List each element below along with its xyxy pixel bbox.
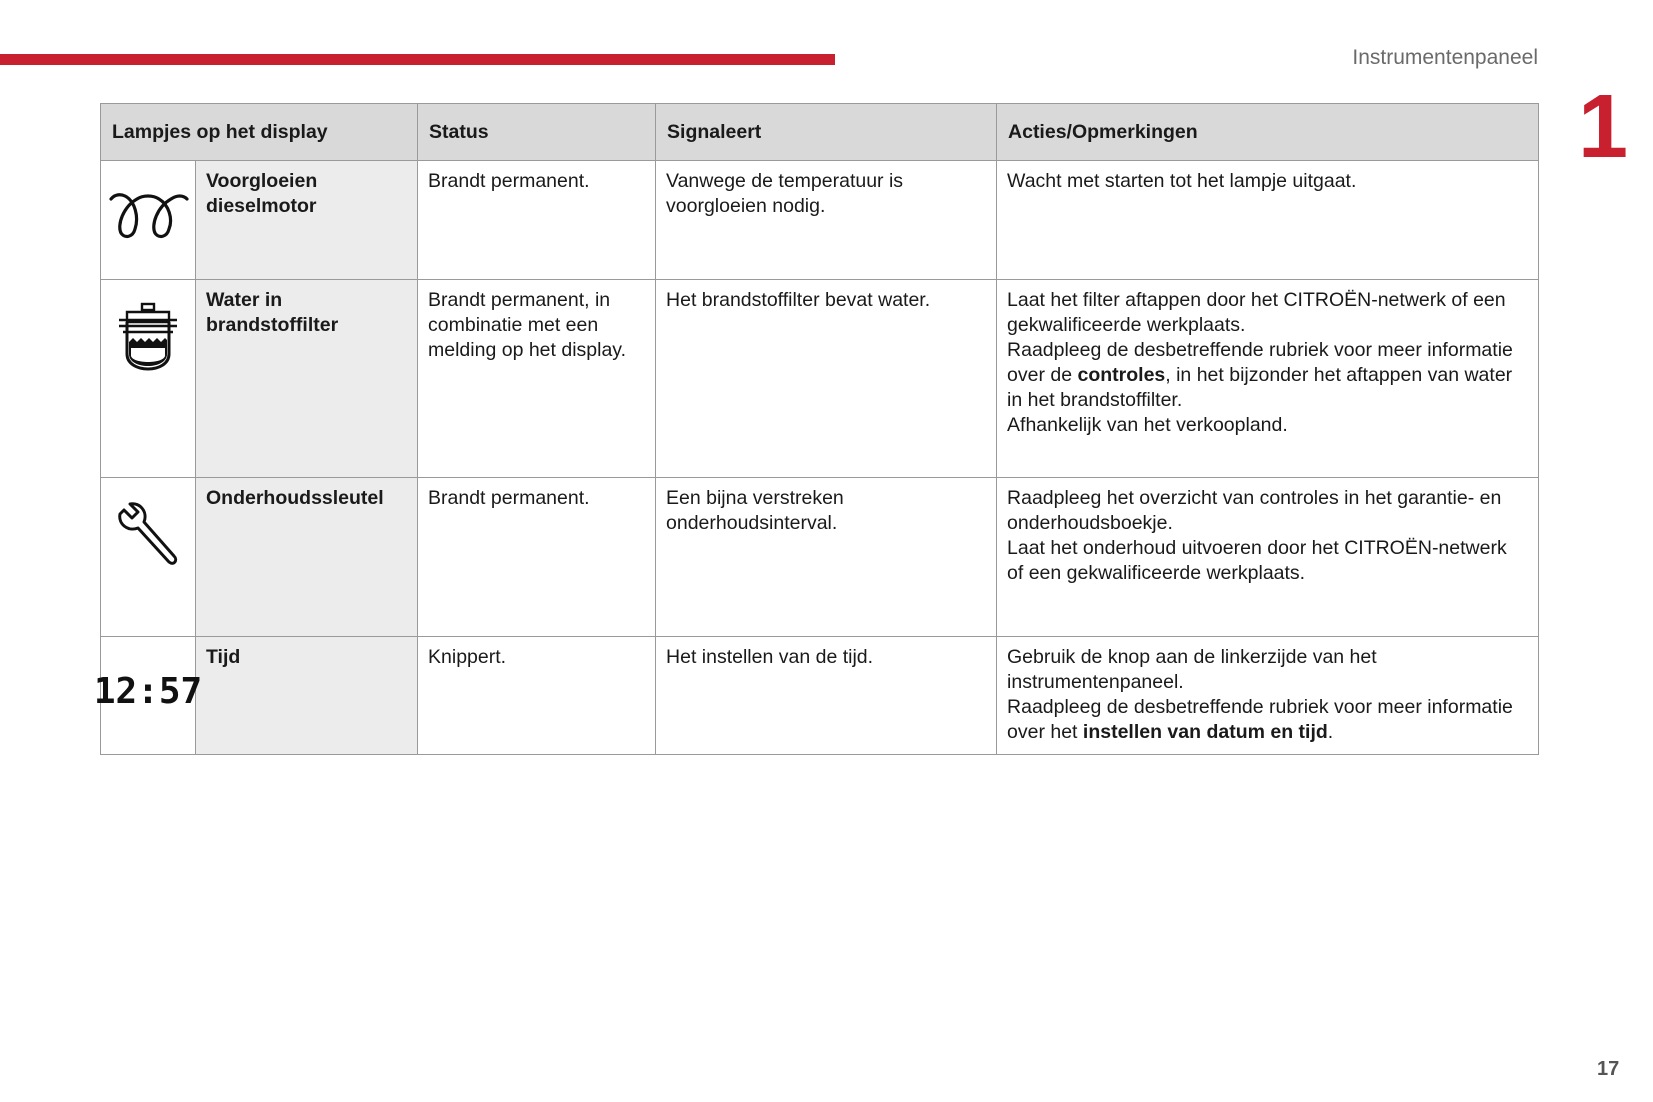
actions-line: Laat het filter aftappen door het CITROËN-netwerk of een gekwalificeerde werkplaats. (1007, 289, 1506, 336)
actions-line: Raadpleeg de desbetreffende rubriek voor meer informatie over de controles, in het bijzonder het aftappen van water in het brandstoffilter. (1007, 339, 1513, 411)
lamp-signals: Het instellen van de tijd. (656, 637, 997, 755)
table-row (101, 637, 1539, 755)
table-row (101, 161, 1539, 280)
column-header-actions: Acties/Opmerkingen (997, 104, 1539, 161)
lamp-name: Water in brandstoffilter (196, 280, 418, 478)
controles-reference: controles (1077, 364, 1166, 386)
wrench-icon (116, 504, 180, 570)
actions-line: Laat het onderhoud uitvoeren door het CITROËN-netwerk of een gekwalificeerde werkplaats. (1007, 537, 1507, 584)
lamp-signals: Vanwege de temperatuur is voorgloeien nodig. (656, 161, 997, 280)
lamp-status: Brandt permanent. (418, 161, 656, 280)
lamp-name: Voorgloeien dieselmotor (196, 161, 418, 280)
table-row (101, 280, 1539, 478)
lamp-status: Brandt permanent, in combinatie met een melding op het display. (418, 280, 656, 478)
glow-plug-icon (105, 191, 191, 241)
column-header-lamps: Lampjes op het display (101, 104, 418, 161)
icon-cell (93, 637, 203, 755)
table-header-row (101, 104, 1539, 161)
datum-tijd-reference: instellen van datum en tijd (1082, 721, 1328, 743)
lamp-status: Knippert. (418, 637, 656, 755)
chapter-number: 1 (1578, 77, 1627, 177)
actions-line: Gebruik de knop aan de linkerzijde van het instrumentenpaneel. (1007, 646, 1377, 693)
clock-display-digits: 12:57 (93, 671, 203, 712)
lamp-signals: Een bijna verstreken onderhoudsinterval. (656, 478, 997, 637)
lamp-actions (997, 478, 1539, 637)
icon-cell (101, 280, 196, 478)
lamp-name: Tijd (196, 637, 418, 755)
column-header-signals: Signaleert (656, 104, 997, 161)
lamp-status: Brandt permanent. (418, 478, 656, 637)
warning-lamps-table (93, 103, 1539, 755)
lamp-actions: Wacht met starten tot het lampje uitgaat. (997, 161, 1539, 280)
icon-cell (101, 161, 196, 280)
water-in-fuel-filter-icon (115, 302, 181, 376)
actions-line: Raadpleeg de desbetreffende rubriek voor meer informatie over het instellen van datum en tijd. (1007, 696, 1513, 743)
icon-cell (101, 478, 196, 637)
page-number: 17 (1597, 1058, 1620, 1080)
section-title: Instrumentenpaneel (1352, 46, 1538, 69)
header-accent-bar (0, 54, 835, 65)
table-row (101, 478, 1539, 637)
lamp-signals: Het brandstoffilter bevat water. (656, 280, 997, 478)
lamp-actions (997, 637, 1539, 755)
clock-display-icon (93, 671, 203, 712)
lamp-name: Onderhoudssleutel (196, 478, 418, 637)
column-header-status: Status (418, 104, 656, 161)
actions-line: Afhankelijk van het verkoopland. (1007, 414, 1288, 436)
lamp-actions (997, 280, 1539, 478)
actions-line: Raadpleeg het overzicht van controles in het garantie- en onderhoudsboekje. (1007, 487, 1502, 534)
